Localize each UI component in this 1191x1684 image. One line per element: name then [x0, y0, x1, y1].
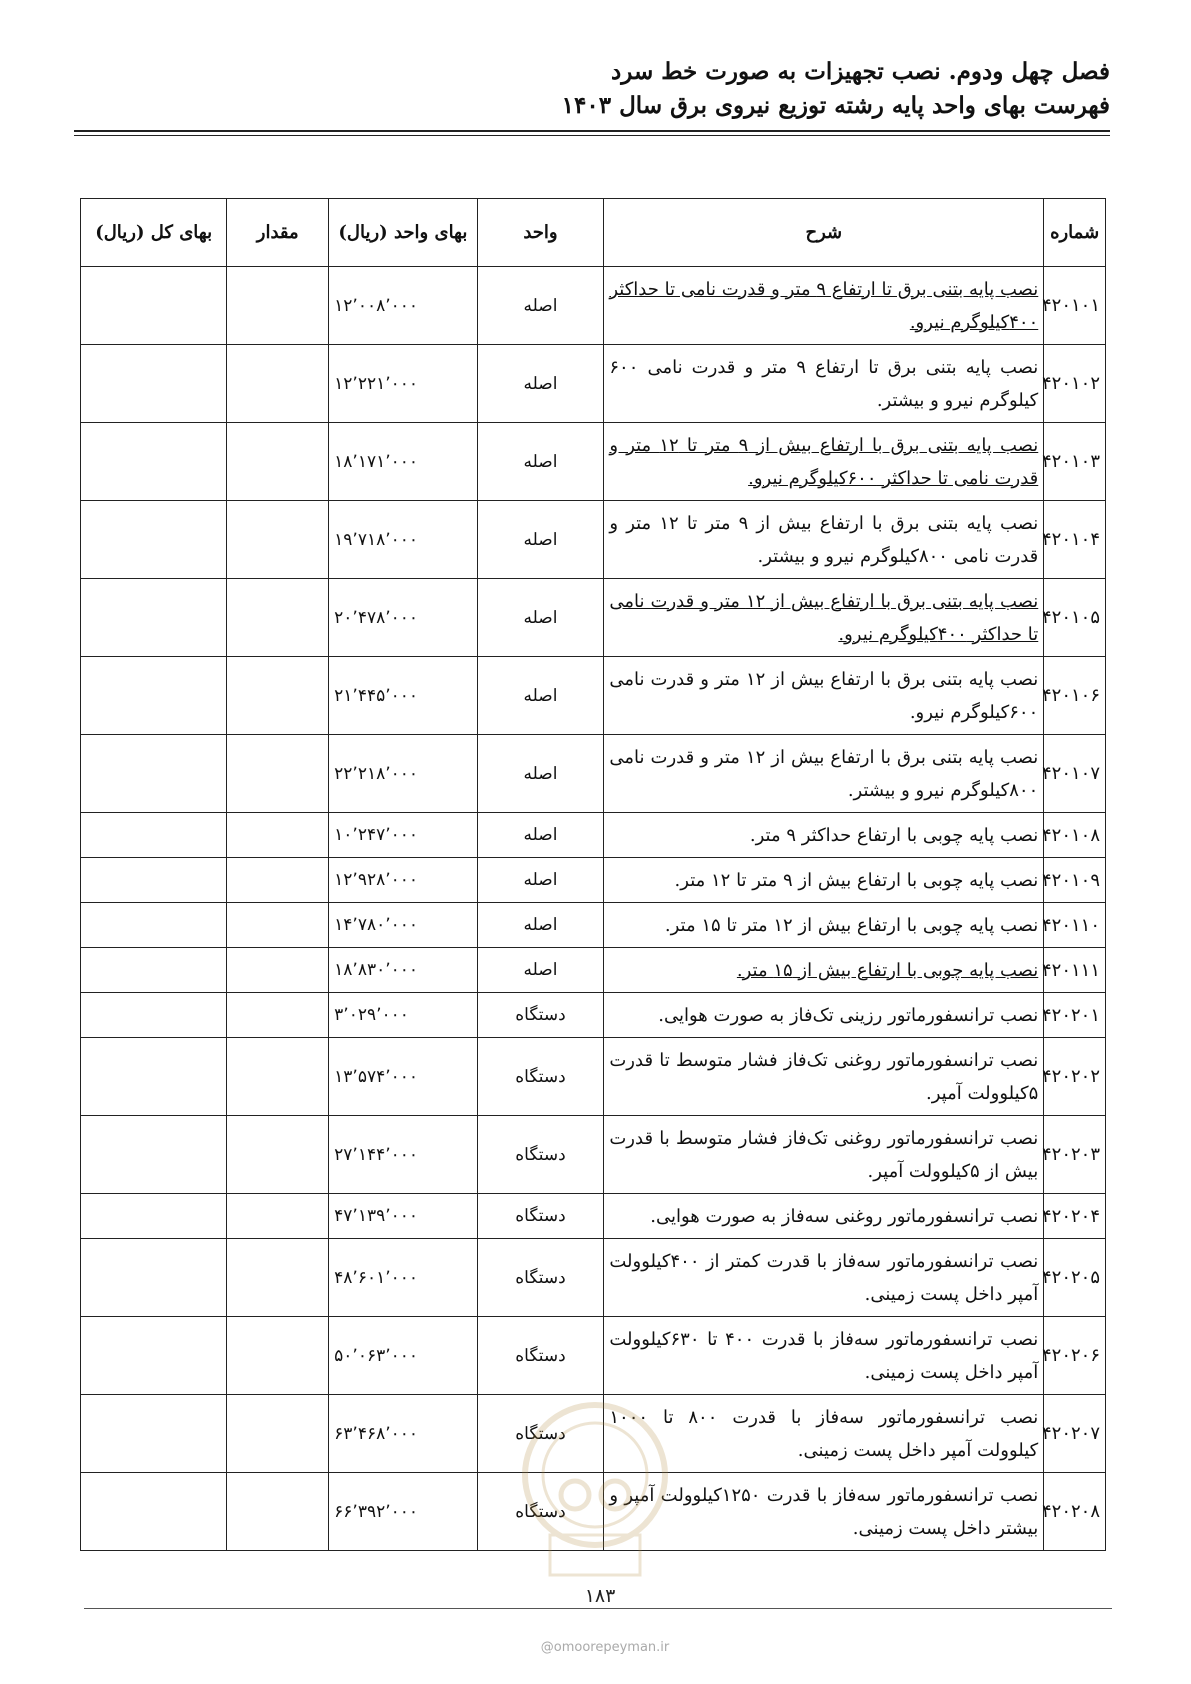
- item-unit-price: ۲۷٬۱۴۴٬۰۰۰: [329, 1116, 477, 1194]
- item-total: [81, 423, 227, 501]
- item-quantity: [227, 858, 329, 903]
- item-number: ۴۲۰۲۰۸: [1044, 1473, 1106, 1551]
- item-number: ۴۲۰۱۰۲: [1044, 345, 1106, 423]
- item-quantity: [227, 1395, 329, 1473]
- table-row: [81, 501, 1106, 579]
- col-header-description: شرح: [604, 199, 1044, 267]
- item-quantity: [227, 1194, 329, 1239]
- item-quantity: [227, 501, 329, 579]
- item-number: ۴۲۰۲۰۲: [1044, 1038, 1106, 1116]
- item-description: نصب پایه بتنی برق با ارتفاع بیش از ۹ متر تا ۱۲ متر و قدرت نامی ۸۰۰کیلوگرم نیرو و بیشتر.: [604, 501, 1044, 579]
- item-unit: دستگاه: [477, 1038, 604, 1116]
- item-unit-price: ۱۸٬۸۳۰٬۰۰۰: [329, 948, 477, 993]
- item-unit: اصله: [477, 579, 604, 657]
- item-unit-price: ۲۰٬۴۷۸٬۰۰۰: [329, 579, 477, 657]
- item-total: [81, 1473, 227, 1551]
- item-number: ۴۲۰۲۰۱: [1044, 993, 1106, 1038]
- item-total: [81, 501, 227, 579]
- item-number: ۴۲۰۱۰۶: [1044, 657, 1106, 735]
- col-header-total: بهای کل (ریال): [81, 199, 227, 267]
- item-unit: دستگاه: [477, 1116, 604, 1194]
- item-description: نصب ترانسفورماتور روغنی سه‌فاز به صورت هوایی.: [604, 1194, 1044, 1239]
- table-row: [81, 948, 1106, 993]
- item-description: نصب ترانسفورماتور سه‌فاز با قدرت ۱۲۵۰کیلوولت آمپر و بیشتر داخل پست زمینی.: [604, 1473, 1044, 1551]
- item-unit: دستگاه: [477, 1473, 604, 1551]
- site-watermark: @omoorepeyman.ir: [540, 1640, 670, 1655]
- col-header-number: شماره: [1044, 199, 1106, 267]
- item-quantity: [227, 813, 329, 858]
- item-number: ۴۲۰۱۰۴: [1044, 501, 1106, 579]
- item-description: نصب ترانسفورماتور سه‌فاز با قدرت ۴۰۰ تا ۶۳۰کیلوولت آمپر داخل پست زمینی.: [604, 1317, 1044, 1395]
- item-unit: اصله: [477, 267, 604, 345]
- item-description: نصب ترانسفورماتور سه‌فاز با قدرت ۸۰۰ تا ۱۰۰۰ کیلوولت آمپر داخل پست زمینی.: [604, 1395, 1044, 1473]
- item-quantity: [227, 345, 329, 423]
- item-unit-price: ۱۰٬۲۴۷٬۰۰۰: [329, 813, 477, 858]
- page-header: [74, 55, 1110, 123]
- item-total: [81, 858, 227, 903]
- item-description: نصب پایه چوبی با ارتفاع حداکثر ۹ متر.: [604, 813, 1044, 858]
- item-description: نصب پایه بتنی برق تا ارتفاع ۹ متر و قدرت نامی تا حداکثر ۴۰۰کیلوگرم نیرو.: [604, 267, 1044, 345]
- item-unit: اصله: [477, 903, 604, 948]
- table-row: [81, 579, 1106, 657]
- item-unit-price: ۲۲٬۲۱۸٬۰۰۰: [329, 735, 477, 813]
- item-unit-price: ۱۴٬۷۸۰٬۰۰۰: [329, 903, 477, 948]
- item-quantity: [227, 657, 329, 735]
- item-quantity: [227, 735, 329, 813]
- item-total: [81, 579, 227, 657]
- item-total: [81, 1239, 227, 1317]
- item-number: ۴۲۰۲۰۶: [1044, 1317, 1106, 1395]
- table-row: [81, 1194, 1106, 1239]
- table-row: [81, 993, 1106, 1038]
- item-quantity: [227, 993, 329, 1038]
- item-total: [81, 345, 227, 423]
- table-row: [81, 423, 1106, 501]
- item-number: ۴۲۰۱۰۵: [1044, 579, 1106, 657]
- item-unit-price: ۱۲٬۰۰۸٬۰۰۰: [329, 267, 477, 345]
- item-quantity: [227, 1317, 329, 1395]
- item-unit: اصله: [477, 501, 604, 579]
- item-description: نصب پایه بتنی برق تا ارتفاع ۹ متر و قدرت نامی ۶۰۰ کیلوگرم نیرو و بیشتر.: [604, 345, 1044, 423]
- col-header-unit: واحد: [477, 199, 604, 267]
- table-row: [81, 1038, 1106, 1116]
- item-quantity: [227, 579, 329, 657]
- col-header-quantity: مقدار: [227, 199, 329, 267]
- item-description: نصب پایه چوبی با ارتفاع بیش از ۱۵ متر.: [604, 948, 1044, 993]
- item-description: نصب ترانسفورماتور روغنی تک‌فاز فشار متوسط تا قدرت ۵کیلوولت آمپر.: [604, 1038, 1044, 1116]
- item-quantity: [227, 903, 329, 948]
- price-list-title: فهرست بهای واحد پایه رشته توزیع نیروی برق سال ۱۴۰۳: [561, 92, 1110, 119]
- item-quantity: [227, 948, 329, 993]
- price-table: [80, 198, 1106, 1551]
- chapter-title: فصل چهل ودوم. نصب تجهیزات به صورت خط سرد: [611, 58, 1110, 85]
- item-total: [81, 993, 227, 1038]
- item-description: نصب ترانسفورماتور سه‌فاز با قدرت کمتر از ۴۰۰کیلوولت آمپر داخل پست زمینی.: [604, 1239, 1044, 1317]
- item-unit: اصله: [477, 948, 604, 993]
- item-description: نصب ترانسفورماتور روغنی تک‌فاز فشار متوسط با قدرت بیش از ۵کیلوولت آمپر.: [604, 1116, 1044, 1194]
- item-total: [81, 1317, 227, 1395]
- item-description: نصب پایه بتنی برق با ارتفاع بیش از ۱۲ متر و قدرت نامی تا حداکثر ۴۰۰کیلوگرم نیرو.: [604, 579, 1044, 657]
- table-row: [81, 903, 1106, 948]
- col-header-unit-price: بهای واحد (ریال): [329, 199, 477, 267]
- item-unit: اصله: [477, 858, 604, 903]
- item-number: ۴۲۰۲۰۴: [1044, 1194, 1106, 1239]
- item-total: [81, 813, 227, 858]
- item-unit-price: ۱۲٬۲۲۱٬۰۰۰: [329, 345, 477, 423]
- item-unit-price: ۴۸٬۶۰۱٬۰۰۰: [329, 1239, 477, 1317]
- item-unit-price: ۱۹٬۷۱۸٬۰۰۰: [329, 501, 477, 579]
- item-quantity: [227, 1116, 329, 1194]
- table-header-row: [81, 199, 1106, 267]
- item-unit: اصله: [477, 813, 604, 858]
- item-unit-price: ۱۲٬۹۲۸٬۰۰۰: [329, 858, 477, 903]
- item-unit-price: ۵۰٬۰۶۳٬۰۰۰: [329, 1317, 477, 1395]
- item-number: ۴۲۰۱۰۷: [1044, 735, 1106, 813]
- item-unit-price: ۶۶٬۳۹۲٬۰۰۰: [329, 1473, 477, 1551]
- table-row: [81, 267, 1106, 345]
- item-total: [81, 1395, 227, 1473]
- table-row: [81, 813, 1106, 858]
- table-row: [81, 1116, 1106, 1194]
- item-description: نصب پایه بتنی برق با ارتفاع بیش از ۱۲ متر و قدرت نامی ۶۰۰کیلوگرم نیرو.: [604, 657, 1044, 735]
- item-description: نصب پایه بتنی برق با ارتفاع بیش از ۹ متر تا ۱۲ متر و قدرت نامی تا حداکثر ۶۰۰کیلوگرم نیرو.: [604, 423, 1044, 501]
- item-number: ۴۲۰۱۰۸: [1044, 813, 1106, 858]
- item-description: نصب پایه بتنی برق با ارتفاع بیش از ۱۲ متر و قدرت نامی ۸۰۰کیلوگرم نیرو و بیشتر.: [604, 735, 1044, 813]
- item-number: ۴۲۰۱۰۱: [1044, 267, 1106, 345]
- item-unit: اصله: [477, 423, 604, 501]
- item-unit: دستگاه: [477, 1395, 604, 1473]
- item-unit-price: ۱۳٬۵۷۴٬۰۰۰: [329, 1038, 477, 1116]
- item-unit-price: ۳٬۰۲۹٬۰۰۰: [329, 993, 477, 1038]
- table-row: [81, 1239, 1106, 1317]
- item-unit: دستگاه: [477, 1317, 604, 1395]
- item-unit-price: ۶۳٬۴۶۸٬۰۰۰: [329, 1395, 477, 1473]
- item-unit: دستگاه: [477, 993, 604, 1038]
- item-number: ۴۲۰۱۱۱: [1044, 948, 1106, 993]
- footer-rule: [84, 1608, 1112, 1609]
- item-total: [81, 1038, 227, 1116]
- table-row: [81, 1317, 1106, 1395]
- item-unit: دستگاه: [477, 1239, 604, 1317]
- item-total: [81, 903, 227, 948]
- item-description: نصب پایه چوبی با ارتفاع بیش از ۹ متر تا ۱۲ متر.: [604, 858, 1044, 903]
- item-quantity: [227, 1038, 329, 1116]
- item-total: [81, 735, 227, 813]
- item-number: ۴۲۰۲۰۳: [1044, 1116, 1106, 1194]
- item-quantity: [227, 423, 329, 501]
- item-number: ۴۲۰۱۰۳: [1044, 423, 1106, 501]
- item-description: نصب ترانسفورماتور رزینی تک‌فاز به صورت هوایی.: [604, 993, 1044, 1038]
- item-unit: اصله: [477, 657, 604, 735]
- item-number: ۴۲۰۱۱۰: [1044, 903, 1106, 948]
- item-quantity: [227, 267, 329, 345]
- item-total: [81, 948, 227, 993]
- item-quantity: [227, 1239, 329, 1317]
- item-total: [81, 267, 227, 345]
- item-quantity: [227, 1473, 329, 1551]
- item-number: ۴۲۰۲۰۵: [1044, 1239, 1106, 1317]
- page-number: ۱۸۳: [584, 1585, 616, 1607]
- item-number: ۴۲۰۲۰۷: [1044, 1395, 1106, 1473]
- item-unit-price: ۴۷٬۱۳۹٬۰۰۰: [329, 1194, 477, 1239]
- header-rule-thin: [74, 135, 1110, 136]
- item-unit-price: ۱۸٬۱۷۱٬۰۰۰: [329, 423, 477, 501]
- item-total: [81, 1116, 227, 1194]
- item-description: نصب پایه چوبی با ارتفاع بیش از ۱۲ متر تا ۱۵ متر.: [604, 903, 1044, 948]
- table-row: [81, 345, 1106, 423]
- item-number: ۴۲۰۱۰۹: [1044, 858, 1106, 903]
- item-unit: اصله: [477, 345, 604, 423]
- watermark-logo: [515, 1385, 675, 1585]
- header-rule: [74, 130, 1110, 132]
- item-unit: دستگاه: [477, 1194, 604, 1239]
- table-row: [81, 735, 1106, 813]
- item-unit: اصله: [477, 735, 604, 813]
- table-row: [81, 858, 1106, 903]
- item-total: [81, 657, 227, 735]
- item-unit-price: ۲۱٬۴۴۵٬۰۰۰: [329, 657, 477, 735]
- table-row: [81, 657, 1106, 735]
- item-total: [81, 1194, 227, 1239]
